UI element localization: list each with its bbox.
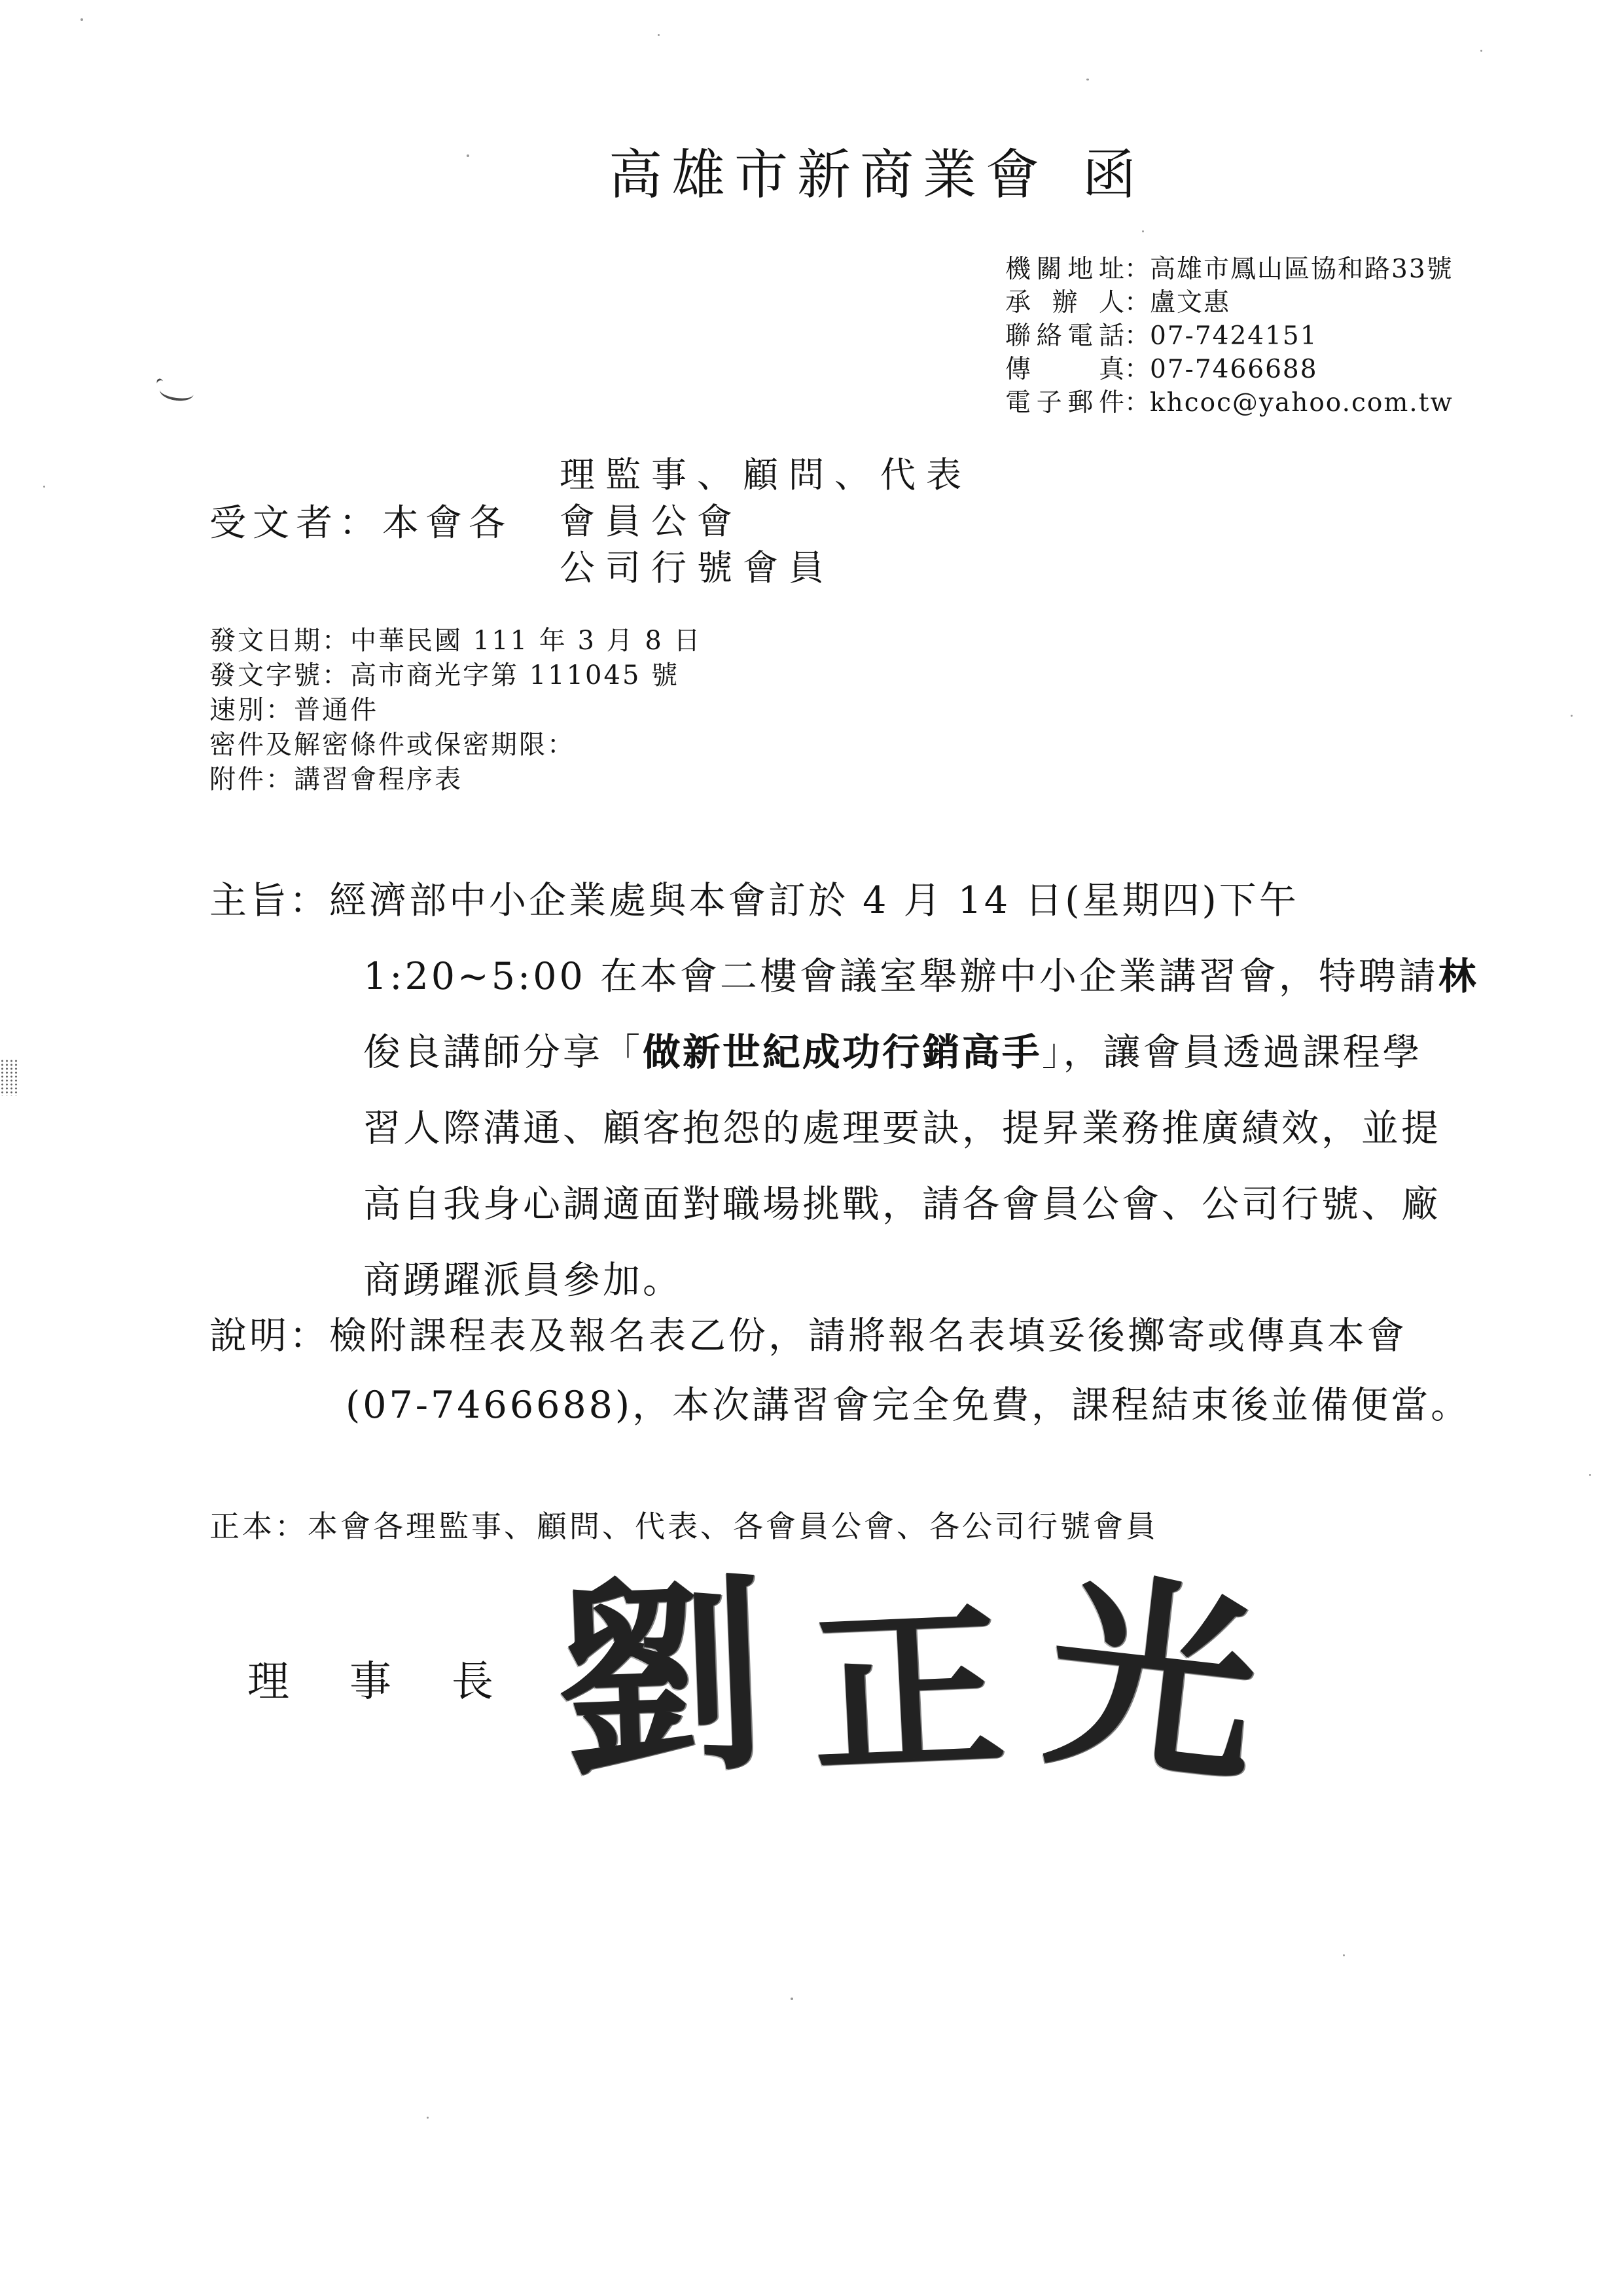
body-text: 」，讓會員透過課程學	[1042, 1031, 1423, 1074]
recipient-group: 理監事、顧問、代表	[560, 454, 972, 495]
scan-speck	[1589, 1474, 1591, 1476]
org-name: 高雄市新商業會	[609, 144, 1049, 206]
meta-line: 速別：普通件	[209, 695, 378, 725]
subject-paragraph	[209, 863, 1478, 1318]
contact-value: 07-7424151	[1150, 321, 1318, 351]
scan-speck	[1571, 715, 1573, 717]
scan-artifact-edge-smudge	[0, 1059, 20, 1096]
scan-speck	[1142, 230, 1144, 232]
contact-value: 07-7466688	[1150, 355, 1318, 384]
recipient-group-list	[560, 452, 972, 591]
paragraph-line	[209, 1371, 1471, 1440]
document-title	[609, 143, 1145, 208]
contact-row	[1005, 353, 1454, 386]
contact-colon: ：	[1124, 388, 1150, 418]
contact-value: 高雄市鳳山區協和路33號	[1150, 255, 1454, 284]
signatory-title: 理事長	[247, 1658, 554, 1706]
copy-to-line: 正本：本會各理監事、顧問、代表、各會員公會、各公司行號會員	[209, 1509, 1158, 1544]
contact-block	[1005, 253, 1454, 420]
contact-label: 聯絡電話	[1005, 321, 1124, 351]
body-text: 習人際溝通、顧客抱怨的處理要訣，提昇業務推廣績效，並提	[363, 1107, 1441, 1150]
scan-speck	[791, 1998, 793, 2000]
meta-line: 附件：講習會程序表	[209, 764, 463, 795]
contact-label: 電子郵件	[1005, 388, 1124, 418]
paragraph-line	[209, 1166, 1478, 1242]
scan-speck	[427, 2117, 429, 2119]
scan-speck	[43, 486, 45, 488]
contact-row	[1005, 386, 1454, 420]
explanation-paragraph	[209, 1301, 1471, 1440]
body-text: 高自我身心調適面對職場挑戰，請各會員公會、公司行號、廠	[363, 1183, 1441, 1226]
meta-line: 發文日期：中華民國 111 年 3 月 8 日	[209, 626, 702, 656]
contact-colon: ：	[1124, 255, 1150, 284]
emphasized-text: 林	[1438, 954, 1478, 998]
contact-value: 盧文惠	[1150, 288, 1231, 317]
contact-label: 承辦人	[1005, 288, 1124, 317]
scan-speck	[1086, 79, 1089, 81]
signature-character: 光	[1035, 1547, 1270, 1814]
paragraph-line	[209, 1090, 1478, 1166]
scan-speck	[1480, 50, 1482, 52]
contact-label: 傳真	[1005, 355, 1124, 384]
contact-colon: ：	[1124, 355, 1150, 384]
doc-type-label: 函	[1082, 144, 1146, 206]
body-text: 說明：檢附課程表及報名表乙份，請將報名表填妥後擲寄或傳真本會	[209, 1314, 1407, 1357]
contact-colon: ：	[1124, 321, 1150, 351]
recipient-group: 會員公會	[560, 501, 743, 542]
contact-row	[1005, 286, 1454, 319]
contact-value: khcoc@yahoo.com.tw	[1150, 388, 1454, 418]
contact-label: 機關地址	[1005, 255, 1124, 284]
contact-row	[1005, 253, 1454, 286]
emphasized-text: 做新世紀成功行銷高手	[643, 1030, 1042, 1074]
scan-speck	[658, 34, 660, 36]
scan-speck	[467, 154, 469, 157]
body-text: 主旨：經濟部中小企業處與本會訂於 4 月 14 日(星期四)下午	[209, 879, 1299, 922]
contact-row	[1005, 319, 1454, 353]
scan-speck	[80, 18, 83, 21]
body-text: 1:20~5:00 在本會二樓會議室舉辦中小企業講習會，特聘請	[363, 955, 1438, 998]
meta-line: 密件及解密條件或保密期限：	[209, 730, 575, 760]
recipient-group: 公司行號會員	[560, 547, 834, 588]
recipient-label: 受文者：本會各	[209, 502, 512, 545]
paragraph-line	[209, 1014, 1478, 1090]
contact-colon: ：	[1124, 288, 1150, 317]
paragraph-line	[209, 1301, 1471, 1371]
paragraph-line	[209, 863, 1478, 939]
scan-speck	[1343, 1954, 1345, 1956]
document-meta	[209, 624, 702, 797]
signature-character: 正	[806, 1583, 1010, 1799]
paragraph-line	[209, 939, 1478, 1014]
meta-line: 發文字號：高市商光字第 111045 號	[209, 660, 680, 691]
body-text: 商踴躍派員參加。	[363, 1259, 683, 1302]
body-text: (07-7466688)，本次講習會完全免費，課程結束後並備便當。	[346, 1384, 1471, 1427]
scan-artifact-squiggle	[158, 382, 194, 403]
signature-calligraphy	[553, 1547, 1270, 1814]
body-text: 俊良講師分享「	[363, 1031, 643, 1074]
signature-character: 劉	[553, 1552, 770, 1804]
